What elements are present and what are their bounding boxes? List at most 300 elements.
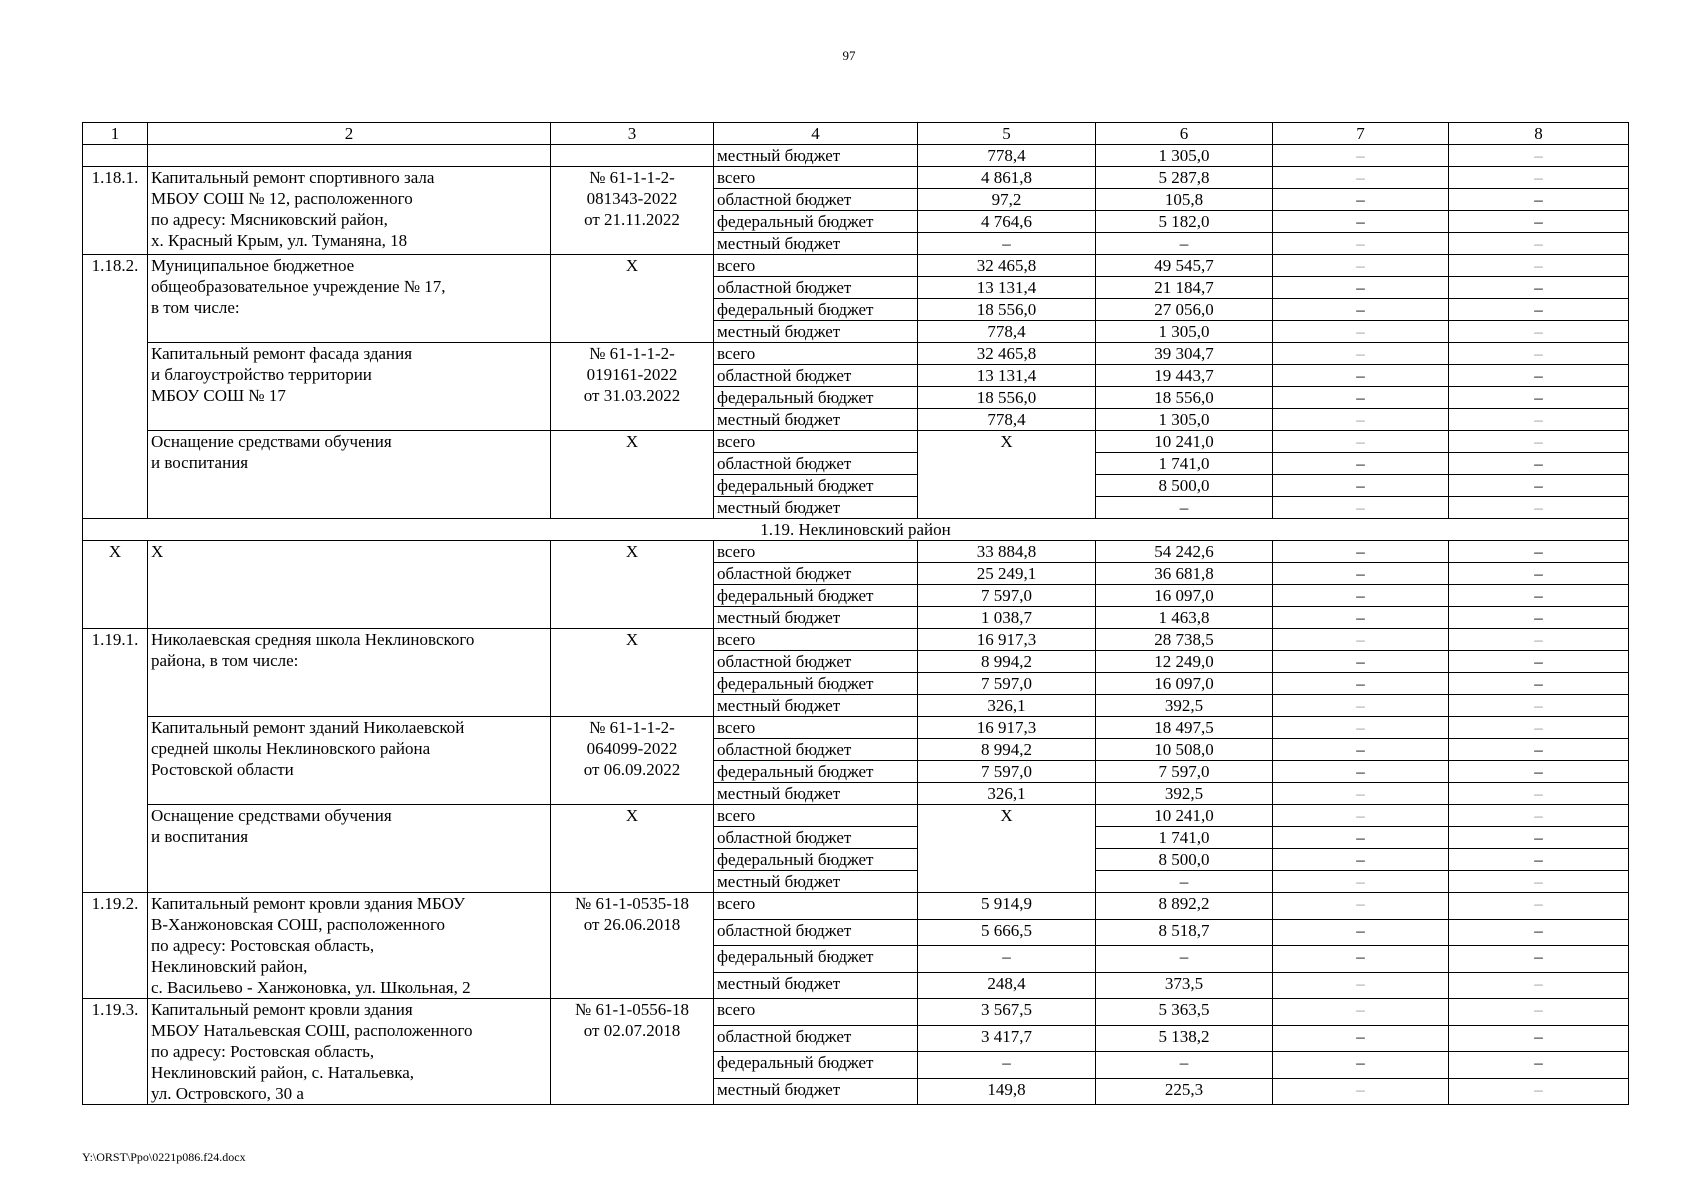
dash-cell [1449, 805, 1629, 827]
document-ref-line: № 61-1-1-2- [589, 168, 675, 187]
item-name-line: МБОУ СОШ № 17 [151, 386, 286, 405]
dash-cell-text: – [1356, 564, 1365, 583]
value-cell-text: 5 182,0 [1158, 212, 1210, 231]
value-cell [1096, 629, 1273, 651]
dash-cell [1273, 387, 1449, 409]
value-cell [918, 167, 1096, 189]
dash-cell [1449, 211, 1629, 233]
column-header [1096, 123, 1273, 145]
dash-cell-text: – [1534, 740, 1543, 759]
dash-cell-text: – [1356, 190, 1365, 209]
document-ref-line: от 26.06.2018 [583, 915, 681, 934]
column-header-text: 1 [110, 124, 120, 143]
value-cell-text: – [1002, 234, 1011, 253]
table-row [83, 519, 1629, 541]
source-label-text: местный бюджет [717, 498, 841, 517]
document-ref-text: Х [625, 256, 639, 275]
value-cell [918, 1052, 1096, 1079]
document-ref-line: № 61-1-1-2- [589, 718, 675, 737]
value-cell [1096, 541, 1273, 563]
value-cell [918, 919, 1096, 946]
value-cell-text: 225,3 [1164, 1079, 1204, 1099]
dash-cell [1449, 629, 1629, 651]
value-cell [1096, 1052, 1273, 1079]
dash-cell-text: – [1534, 1053, 1543, 1072]
source-label [714, 365, 918, 387]
dash-cell-text: – [1534, 586, 1543, 605]
value-cell [1096, 893, 1273, 920]
dash-cell-text: – [1356, 278, 1365, 297]
value-cell [918, 365, 1096, 387]
table-row [83, 431, 1629, 453]
dash-cell [1449, 695, 1629, 717]
value-cell [918, 563, 1096, 585]
dash-cell-text: – [1356, 586, 1365, 605]
value-cell [918, 999, 1096, 1026]
dash-cell [1273, 189, 1449, 211]
source-label [714, 541, 918, 563]
dash-cell [1273, 607, 1449, 629]
dash-cell [1449, 871, 1629, 893]
value-cell-text: 12 249,0 [1154, 652, 1214, 671]
value-cell [1096, 409, 1273, 431]
dash-cell [1449, 717, 1629, 739]
dash-cell [1273, 893, 1449, 920]
value-cell-text: – [1179, 498, 1189, 517]
dash-cell [1273, 1025, 1449, 1052]
source-label-text: местный бюджет [717, 872, 841, 891]
dash-cell [1273, 1078, 1449, 1105]
value-cell-text: 49 545,7 [1154, 256, 1214, 275]
dash-cell [1273, 651, 1449, 673]
dash-cell [1273, 999, 1449, 1026]
dash-cell-text: – [1534, 168, 1543, 187]
item-number-text: 1.19.2. [91, 894, 139, 913]
item-name-line: МБОУ СОШ № 12, расположенного [151, 189, 413, 208]
dash-cell-text: – [1534, 973, 1543, 993]
value-cell-text: 248,4 [987, 973, 1026, 993]
source-label-text: федеральный бюджет [717, 850, 874, 869]
value-cell-text: 5 666,5 [981, 920, 1032, 940]
value-cell [918, 387, 1096, 409]
source-label [714, 585, 918, 607]
value-cell [918, 629, 1096, 651]
source-label-text: областной бюджет [717, 828, 852, 847]
item-name-line: Оснащение средствами обучения [151, 806, 392, 825]
value-cell [918, 343, 1096, 365]
item-name-line: Оснащение средствами обучения [151, 432, 392, 451]
column-header-text: 5 [1002, 124, 1011, 143]
dash-cell-text: – [1356, 762, 1365, 781]
source-label-text: областной бюджет [717, 920, 852, 940]
dash-cell [1449, 607, 1629, 629]
item-name [148, 805, 551, 893]
item-name-line: Неклиновский район, [151, 957, 308, 976]
table-row [83, 541, 1629, 563]
value-cell [1096, 761, 1273, 783]
dash-cell-text: – [1534, 630, 1543, 649]
document-ref-line: от 02.07.2018 [583, 1021, 681, 1040]
dash-cell-text: – [1356, 498, 1365, 517]
column-header-text: 2 [344, 124, 354, 143]
dash-cell [1273, 321, 1449, 343]
value-cell-text: 32 465,8 [976, 256, 1037, 275]
value-cell [918, 805, 1096, 893]
item-name-line: общеобразовательное учреждение № 17, [151, 277, 446, 296]
value-cell-text: 1 305,0 [1158, 146, 1210, 165]
document-ref [551, 343, 714, 431]
source-label [714, 167, 918, 189]
item-name [148, 999, 551, 1105]
value-cell-text: 18 556,0 [1154, 388, 1214, 407]
source-label [714, 761, 918, 783]
item-name [148, 167, 551, 255]
dash-cell [1449, 277, 1629, 299]
dash-cell-text: – [1534, 718, 1543, 737]
value-cell [1096, 946, 1273, 973]
item-name-line: Неклиновский район, с. Натальевка, [151, 1063, 415, 1082]
dash-cell-text: – [1356, 674, 1365, 693]
dash-cell [1273, 695, 1449, 717]
source-label-text: местный бюджет [717, 696, 841, 715]
value-cell [1096, 475, 1273, 497]
dash-cell-text: – [1534, 762, 1543, 781]
value-cell [1096, 299, 1273, 321]
value-cell-text: 5 914,9 [981, 894, 1032, 913]
value-cell [1096, 849, 1273, 871]
source-label-text: всего [717, 718, 756, 737]
value-cell [1096, 871, 1273, 893]
document-ref [551, 717, 714, 805]
source-label-text: всего [717, 630, 756, 649]
source-label-text: областной бюджет [717, 366, 852, 385]
item-number-text: 1.18.2. [91, 256, 139, 275]
item-name-line: Капитальный ремонт спортивного зала [151, 168, 435, 187]
dash-cell [1449, 563, 1629, 585]
value-cell [1096, 717, 1273, 739]
dash-cell [1273, 167, 1449, 189]
value-cell-text: 10 241,0 [1154, 806, 1214, 825]
value-cell-text: 5 363,5 [1158, 1000, 1210, 1019]
dash-cell [1273, 497, 1449, 519]
document-ref-line: № 61-1-0535-18 [575, 894, 689, 913]
source-label [714, 972, 918, 999]
item-number [83, 999, 148, 1105]
dash-cell-text: – [1534, 476, 1543, 495]
value-cell [918, 431, 1096, 519]
value-cell [918, 585, 1096, 607]
dash-cell [1449, 387, 1629, 409]
value-cell-text: 5 138,2 [1158, 1026, 1210, 1046]
value-cell-text: 778,4 [987, 322, 1026, 341]
document-ref-line: 064099-2022 [586, 739, 678, 758]
dash-cell-text: – [1356, 366, 1365, 385]
dash-cell [1449, 849, 1629, 871]
value-cell-text: 27 056,0 [1154, 300, 1214, 319]
value-cell-text: 1 741,0 [1158, 454, 1210, 473]
column-header-text: 3 [627, 124, 637, 143]
section-title-text: 1.19. Неклиновский район [760, 520, 951, 539]
item-name-line: в том числе: [151, 298, 240, 317]
table-row [83, 717, 1629, 739]
source-label [714, 453, 918, 475]
source-label [714, 827, 918, 849]
source-label [714, 695, 918, 717]
dash-cell [1273, 563, 1449, 585]
dash-cell [1273, 233, 1449, 255]
dash-cell [1273, 717, 1449, 739]
value-cell [1096, 739, 1273, 761]
source-label [714, 673, 918, 695]
source-label-text: федеральный бюджет [717, 212, 874, 231]
dash-cell-text: – [1356, 1026, 1365, 1046]
value-cell [1096, 827, 1273, 849]
dash-cell [1273, 849, 1449, 871]
dash-cell-text: – [1534, 344, 1543, 363]
value-cell [918, 972, 1096, 999]
source-label-text: всего [717, 168, 756, 187]
dash-cell-text: – [1534, 146, 1543, 165]
item-name-line: Капитальный ремонт зданий Николаевской [151, 718, 465, 737]
source-label [714, 409, 918, 431]
source-label-text: федеральный бюджет [717, 300, 874, 319]
item-name-line: Капитальный ремонт кровли здания МБОУ [151, 894, 466, 913]
source-label [714, 233, 918, 255]
empty-cell [551, 145, 714, 167]
value-cell [1096, 695, 1273, 717]
document-ref-text: Х [625, 542, 639, 561]
source-label-text: всего [717, 806, 756, 825]
dash-cell-text: – [1356, 828, 1365, 847]
value-cell [1096, 453, 1273, 475]
dash-cell-text: – [1534, 806, 1543, 825]
dash-cell-text: – [1356, 947, 1365, 966]
item-name-line: ул. Островского, 30 а [151, 1084, 304, 1103]
dash-cell-text: – [1356, 894, 1365, 913]
item-name-line: Муниципальное бюджетное [151, 256, 355, 275]
item-name-line: х. Красный Крым, ул. Туманяна, 18 [151, 231, 408, 250]
source-label-text: местный бюджет [717, 234, 841, 253]
document-ref-text: Х [625, 432, 639, 451]
item-number-text: 1.19.3. [91, 1000, 139, 1019]
value-cell-text: 7 597,0 [1158, 762, 1210, 781]
item-number-text: 1.19.1. [91, 630, 139, 649]
dash-cell-text: – [1356, 1079, 1365, 1099]
source-label-text: областной бюджет [717, 740, 852, 759]
value-cell [918, 299, 1096, 321]
dash-cell [1273, 585, 1449, 607]
dash-cell [1273, 475, 1449, 497]
source-label-text: областной бюджет [717, 564, 852, 583]
source-label [714, 431, 918, 453]
dash-cell [1273, 827, 1449, 849]
dash-cell-text: – [1534, 498, 1543, 517]
dash-cell [1273, 629, 1449, 651]
source-label-text: федеральный бюджет [717, 586, 874, 605]
dash-cell-text: – [1356, 850, 1365, 869]
value-cell-text: 32 465,8 [976, 344, 1037, 363]
dash-cell [1449, 1078, 1629, 1105]
source-label-text: всего [717, 256, 756, 275]
value-cell-text: 21 184,7 [1154, 278, 1214, 297]
value-cell-text: 18 556,0 [976, 300, 1037, 319]
value-cell [1096, 343, 1273, 365]
source-label-text: местный бюджет [717, 146, 841, 165]
source-label [714, 871, 918, 893]
source-label [714, 343, 918, 365]
dash-cell [1273, 871, 1449, 893]
source-label [714, 805, 918, 827]
value-cell [918, 321, 1096, 343]
value-cell [1096, 805, 1273, 827]
dash-cell [1273, 761, 1449, 783]
source-label [714, 563, 918, 585]
dash-cell [1449, 651, 1629, 673]
value-cell-text: 54 242,6 [1154, 542, 1214, 561]
table-row [83, 255, 1629, 277]
dash-cell [1449, 431, 1629, 453]
item-name [148, 431, 551, 519]
value-cell-text: Х [1000, 432, 1013, 451]
dash-cell-text: – [1356, 652, 1365, 671]
source-label-text: всего [717, 542, 756, 561]
value-cell-text: 33 884,8 [976, 542, 1037, 561]
source-label-text: местный бюджет [717, 322, 841, 341]
item-number [83, 167, 148, 255]
document-ref [551, 255, 714, 343]
source-label-text: местный бюджет [717, 608, 841, 627]
dash-cell-text: – [1356, 696, 1365, 715]
value-cell [1096, 1078, 1273, 1105]
value-cell [1096, 387, 1273, 409]
value-cell [1096, 607, 1273, 629]
dash-cell [1449, 972, 1629, 999]
source-label-text: федеральный бюджет [717, 762, 874, 781]
document-ref [551, 805, 714, 893]
table-row [83, 999, 1629, 1026]
item-name [148, 717, 551, 805]
source-label [714, 189, 918, 211]
dash-cell-text: – [1356, 388, 1365, 407]
dash-cell [1273, 431, 1449, 453]
value-cell-text: 8 994,2 [981, 652, 1032, 671]
source-label-text: всего [717, 1000, 756, 1019]
value-cell [918, 211, 1096, 233]
value-cell [1096, 651, 1273, 673]
source-label-text: всего [717, 894, 756, 913]
page-number: 97 [842, 48, 856, 63]
dash-cell-text: – [1534, 1026, 1543, 1046]
value-cell [1096, 189, 1273, 211]
dash-cell [1273, 145, 1449, 167]
item-name-line: Капитальный ремонт фасада здания [151, 344, 413, 363]
dash-cell-text: – [1534, 278, 1543, 297]
value-cell-text: – [1002, 947, 1011, 966]
dash-cell-text: – [1356, 432, 1365, 451]
document-ref-line: от 31.03.2022 [583, 386, 681, 405]
source-label [714, 717, 918, 739]
value-cell [918, 1025, 1096, 1052]
item-name-line: с. Васильево - Ханжоновка, ул. Школьная, 2 [151, 978, 471, 997]
dash-cell [1449, 999, 1629, 1026]
source-label [714, 893, 918, 920]
value-cell-text: – [1179, 234, 1189, 253]
dash-cell-text: – [1356, 322, 1365, 341]
dash-cell [1449, 145, 1629, 167]
dash-cell-text: – [1356, 1053, 1365, 1072]
value-cell [1096, 167, 1273, 189]
dash-cell-text: – [1356, 234, 1365, 253]
dash-cell [1273, 343, 1449, 365]
dash-cell-text: – [1534, 432, 1543, 451]
value-cell-text: 28 738,5 [1154, 630, 1214, 649]
item-name-line: и благоустройство территории [151, 365, 372, 384]
value-cell [918, 409, 1096, 431]
dash-cell-text: – [1356, 410, 1365, 429]
value-cell-text: 10 241,0 [1154, 432, 1214, 451]
value-cell [1096, 585, 1273, 607]
value-cell-text: 8 500,0 [1158, 476, 1210, 495]
dash-cell [1449, 673, 1629, 695]
document-ref-text: Х [625, 806, 639, 825]
source-label [714, 919, 918, 946]
dash-cell [1449, 233, 1629, 255]
value-cell-text: 8 892,2 [1158, 894, 1210, 913]
source-label-text: областной бюджет [717, 652, 852, 671]
value-cell [918, 893, 1096, 920]
value-cell-text: 8 500,0 [1158, 850, 1210, 869]
item-name [148, 629, 551, 717]
dash-cell [1273, 299, 1449, 321]
dash-cell [1449, 919, 1629, 946]
dash-cell [1449, 946, 1629, 973]
value-cell-text: 3 567,5 [981, 1000, 1032, 1019]
dash-cell-text: – [1356, 146, 1365, 165]
source-label [714, 651, 918, 673]
source-label [714, 387, 918, 409]
column-header-text: 8 [1534, 124, 1543, 143]
value-cell-text: 39 304,7 [1154, 344, 1214, 363]
source-label-text: федеральный бюджет [717, 1053, 874, 1072]
item-number-text: 1.18.1. [91, 168, 139, 187]
source-label-text: местный бюджет [717, 410, 841, 429]
column-header [1449, 123, 1629, 145]
value-cell-text: 36 681,8 [1154, 564, 1214, 583]
dash-cell-text: – [1534, 212, 1543, 231]
item-number [83, 893, 148, 999]
source-label-text: местный бюджет [717, 973, 841, 993]
document-ref-line: от 06.09.2022 [583, 760, 681, 779]
dash-cell-text: – [1356, 608, 1365, 627]
value-cell [1096, 919, 1273, 946]
item-name-line: по адресу: Ростовская область, [151, 1042, 375, 1061]
document-ref-line: от 21.11.2022 [584, 210, 680, 229]
table-row [83, 629, 1629, 651]
dash-cell [1449, 827, 1629, 849]
value-cell [1096, 497, 1273, 519]
item-name-line: и воспитания [151, 453, 249, 472]
item-name [148, 255, 551, 343]
value-cell-text: – [1179, 947, 1189, 966]
source-label-text: областной бюджет [717, 1026, 852, 1046]
dash-cell-text: – [1356, 806, 1365, 825]
source-label [714, 299, 918, 321]
item-number-text: Х [108, 542, 122, 561]
value-cell-text: 3 417,7 [981, 1026, 1032, 1046]
value-cell-text: 7 597,0 [981, 674, 1032, 693]
value-cell-text: 18 556,0 [976, 388, 1037, 407]
dash-cell-text: – [1534, 366, 1543, 385]
